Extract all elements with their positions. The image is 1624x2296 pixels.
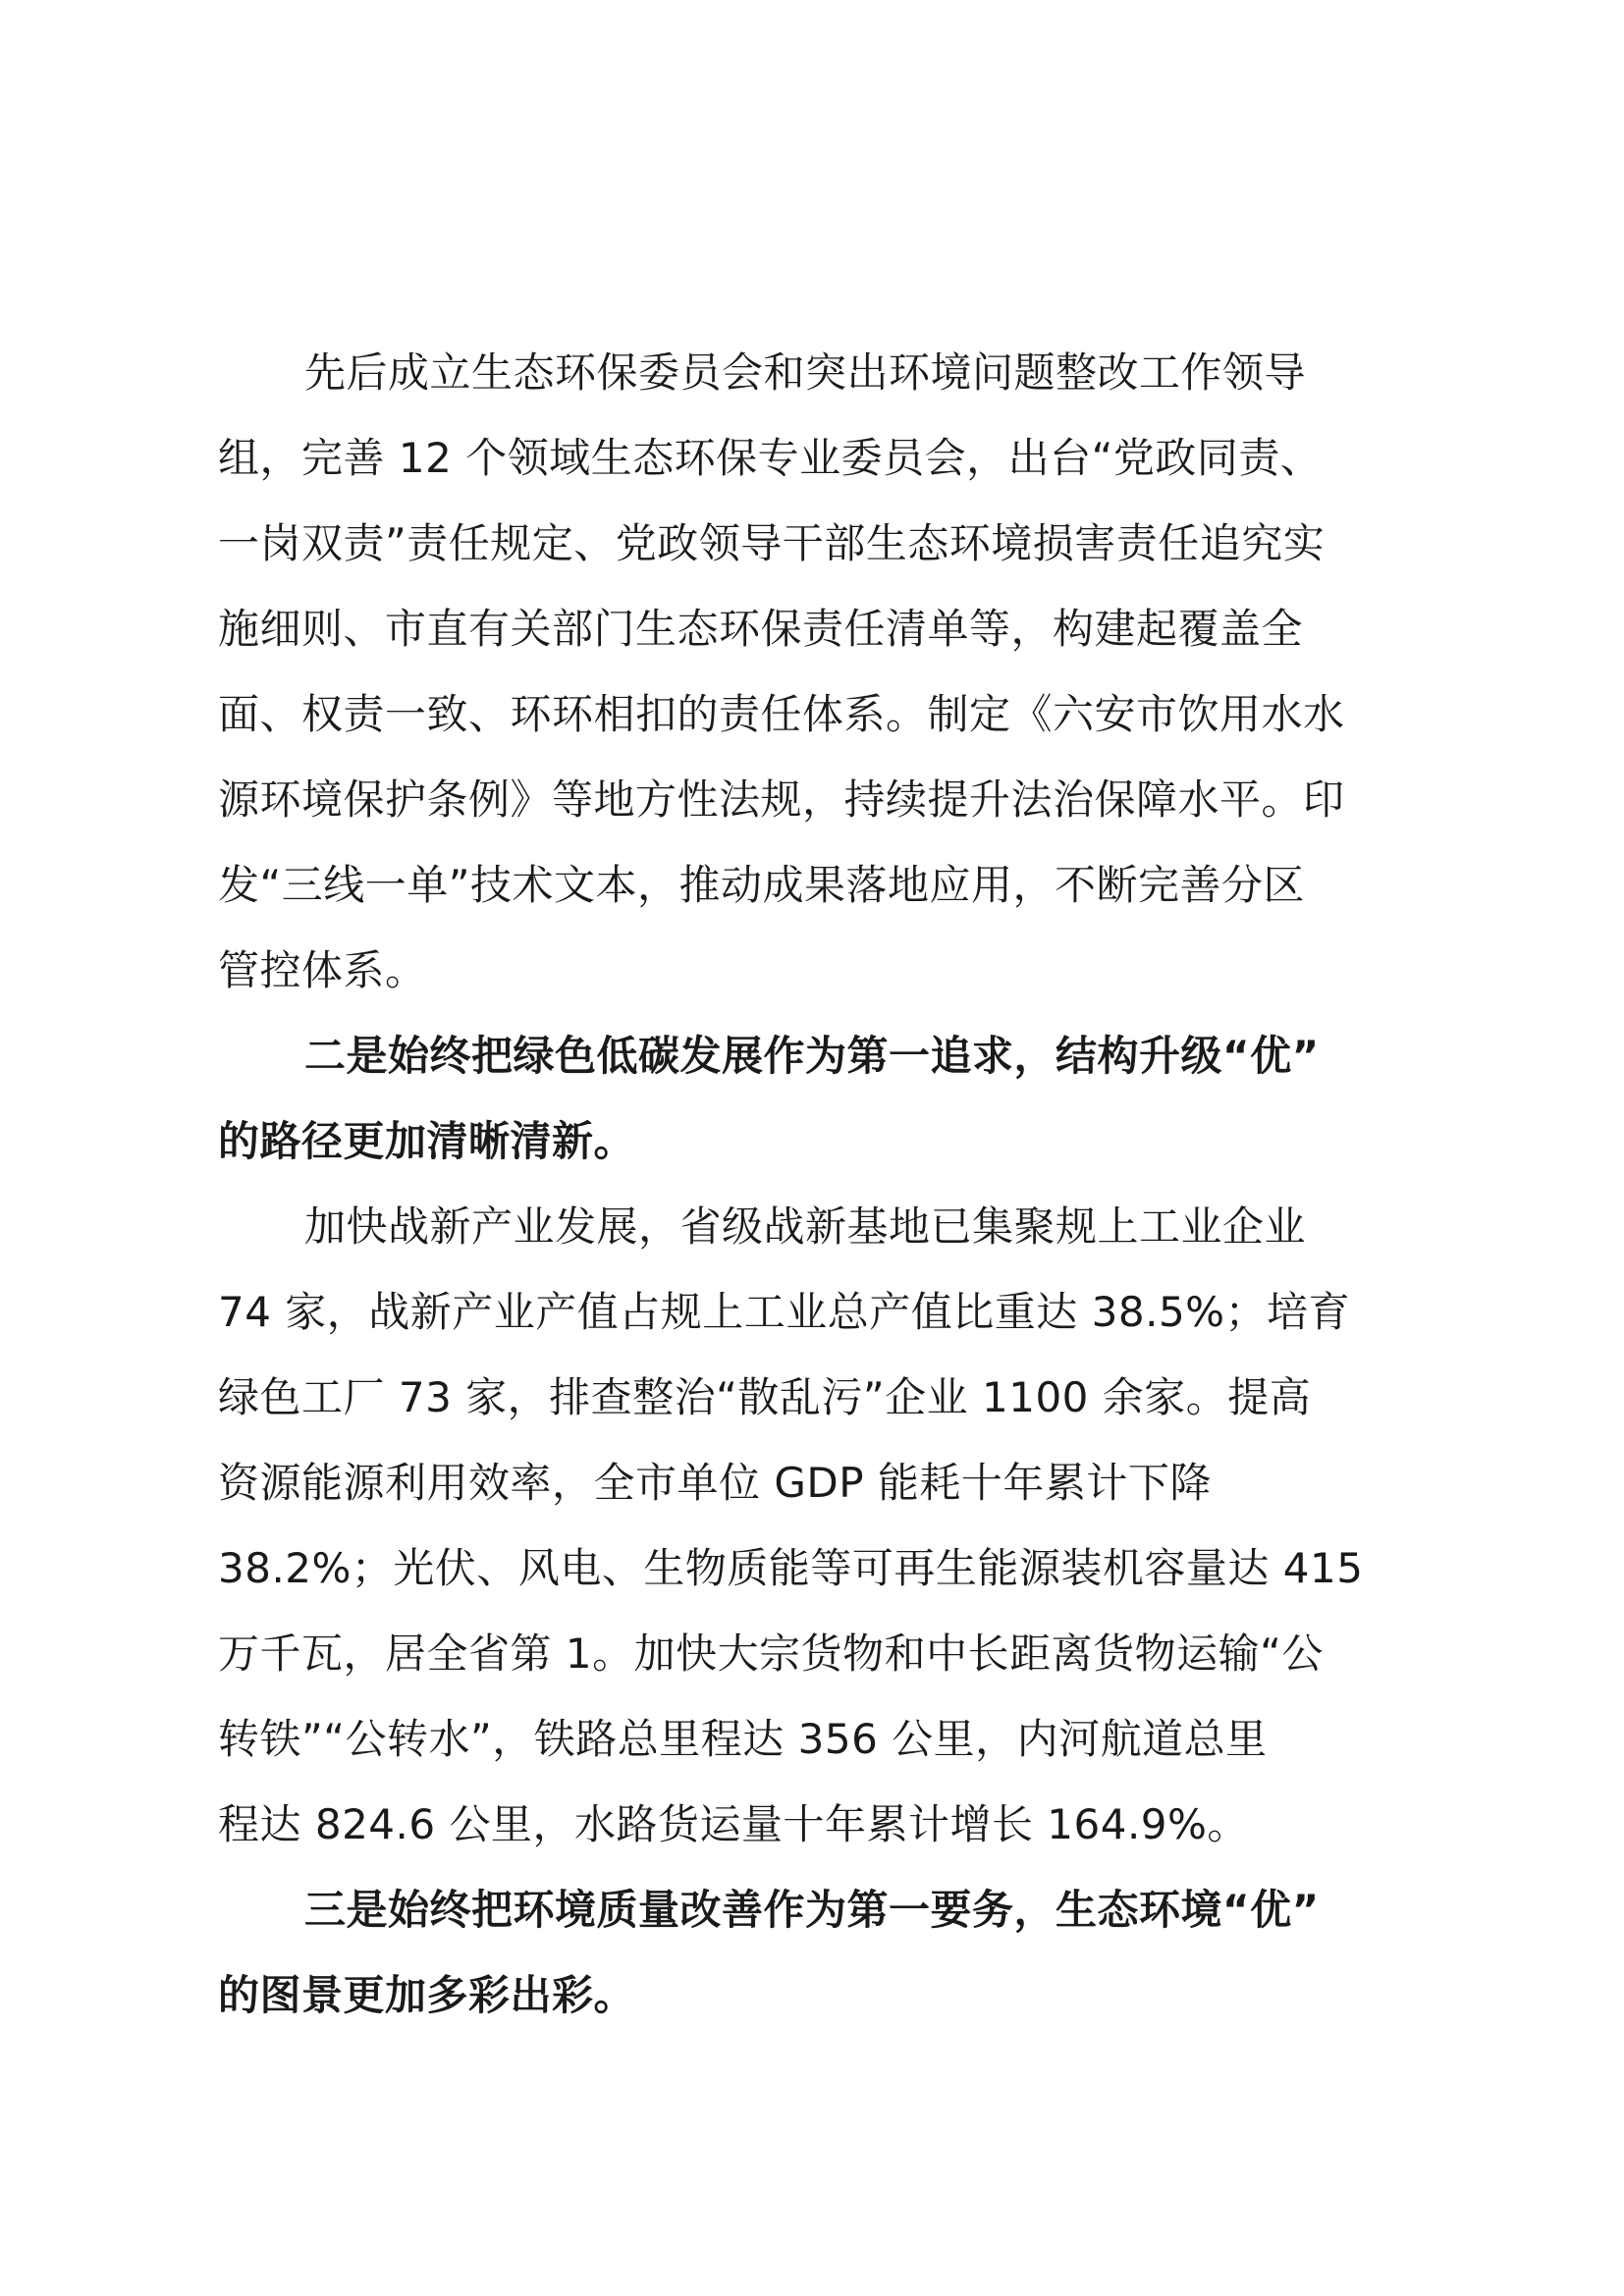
text-line: 组，完善 12 个领域生态环保专业委员会，出台“党政同责、 [218, 434, 1323, 482]
text-line: 74 家，战新产业产值占规上工业总产值比重达 38.5%；培育 [218, 1288, 1351, 1336]
text-line: 管控体系。 [218, 946, 427, 994]
text-line: 万千瓦，居全省第 1。加快大宗货物和中长距离货物运输“公 [218, 1629, 1324, 1678]
heading-line: 二是始终把绿色低碳发展作为第一追求，结构升级“优” [304, 1032, 1320, 1080]
text-line: 一岗双责”责任规定、党政领导干部生态环境损害责任追究实 [218, 519, 1326, 567]
text-line: 源环境保护条例》等地方性法规，持续提升法治保障水平。印 [218, 775, 1345, 824]
section-heading-green-low-carbon [218, 1013, 1422, 1184]
paragraph-responsibility-system [218, 330, 1422, 1013]
heading-line: 的图景更加多彩出彩。 [218, 1971, 636, 2019]
text-line: 先后成立生态环保委员会和突出环境问题整改工作领导 [304, 348, 1307, 397]
text-line: 38.2%；光伏、风电、生物质能等可再生能源装机容量达 415 [218, 1544, 1364, 1592]
section-heading-environment-quality [218, 1867, 1422, 2038]
text-line: 绿色工厂 73 家，排查整治“散乱污”企业 1100 余家。提高 [218, 1373, 1312, 1421]
heading-line: 的路径更加清晰清新。 [218, 1117, 636, 1165]
text-line: 转铁”“公转水”，铁路总里程达 356 公里，内河航道总里 [218, 1715, 1268, 1763]
text-line: 程达 824.6 公里，水路货运量十年累计增长 164.9%。 [218, 1800, 1249, 1848]
text-line: 施细则、市直有关部门生态环保责任清单等，构建起覆盖全 [218, 605, 1304, 653]
text-line: 加快战新产业发展，省级战新基地已集聚规上工业企业 [304, 1202, 1307, 1251]
paragraph-industry-upgrade [218, 1184, 1422, 1867]
document-body [218, 330, 1422, 2038]
heading-line: 三是始终把环境质量改善作为第一要务，生态环境“优” [304, 1886, 1320, 1934]
text-line: 资源能源利用效率，全市单位 GDP 能耗十年累计下降 [218, 1459, 1212, 1507]
text-line: 发“三线一单”技术文本，推动成果落地应用，不断完善分区 [218, 861, 1306, 909]
text-line: 面、权责一致、环环相扣的责任体系。制定《六安市饮用水水 [218, 690, 1345, 738]
